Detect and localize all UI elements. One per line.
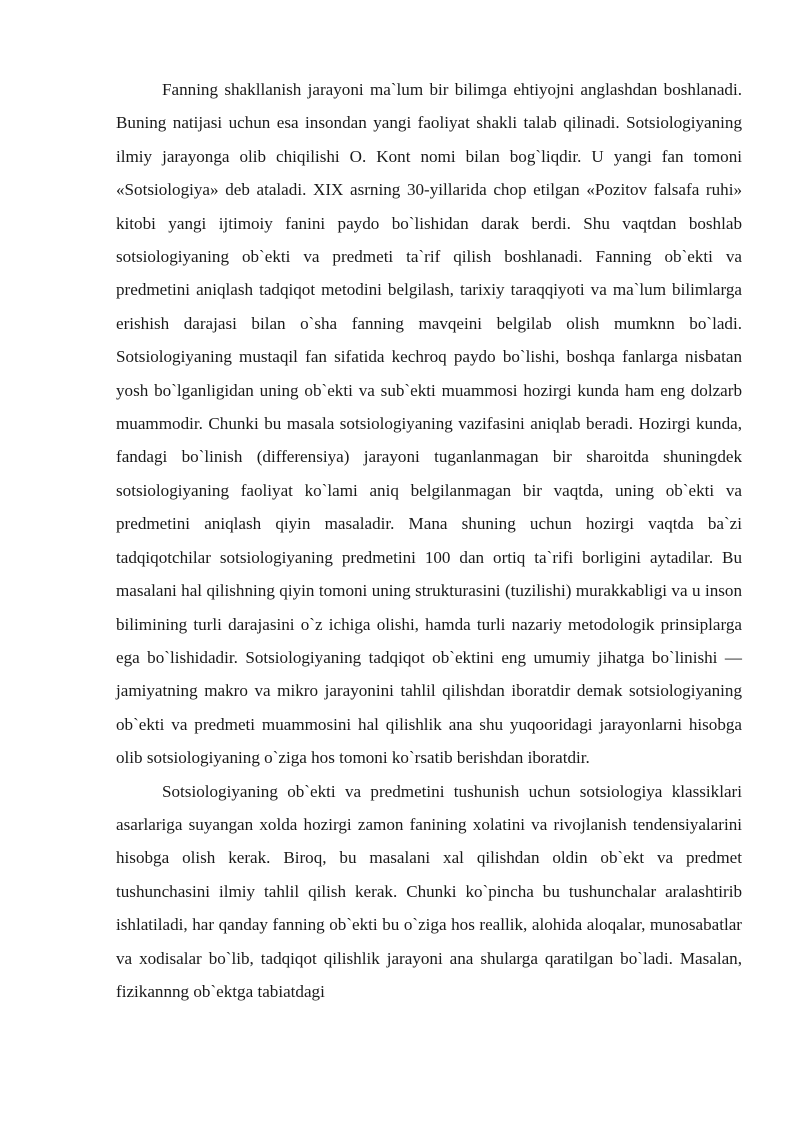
- paragraph-2: Sotsiologiyaning ob`ekti va predmetini tushunish uchun sotsiologiya klassiklari asarlariga suyangan xolda hozirgi zamon fanining xolatini va rivojlanish tendensiyalarini hisobga olish kerak. Biroq, bu masalani xal qilishdan oldin ob`ekt va predmet tushunchasini ilmiy tahlil qilish kerak. Chunki ko`pincha bu tushunchalar aralashtirib ishlatiladi, har qanday fanning ob`ekti bu o`ziga hos reallik, alohida aloqalar, munosabatlar va xodisalar bo`lib, tadqiqot qilishlik jarayoni ana shularga qaratilgan bo`ladi. Masalan, fizikannng ob`ektga tabiatdagi: [116, 781, 742, 1001]
- document-body: [116, 73, 742, 1008]
- paragraph-1: Fanning shakllanish jarayoni ma`lum bir bilimga ehtiyojni anglashdan boshlanadi. Buning natijasi uchun esa insondan yangi faoliyat shakli talab qilinadi. Sotsiologiyaning ilmiy jarayonga olib chiqilishi O. Kont nomi bilan bog`liqdir. U yangi fan tomoni «Sotsiologiya» deb ataladi. XIX asrning 30-yillarida chop etilgan «Pozitov falsafa ruhi» kitobi yangi ijtimoiy fanini paydo bo`lishidan darak berdi. Shu vaqtdan boshlab sotsiologiyaning ob`ekti va predmeti ta`rif qilish boshlanadi. Fanning ob`ekti va predmetini aniqlash tadqiqot metodini belgilash, tarixiy taraqqiyoti va ma`lum bilimlarga erishish darajasi bilan o`sha fanning mavqeini belgilab olish mumknn bo`ladi. Sotsiologiyaning mustaqil fan sifatida kechroq paydo bo`lishi, boshqa fanlarga nisbatan yosh bo`lganligidan uning ob`ekti va sub`ekti muammosi hozirgi kunda ham eng dolzarb muammodir. Chunki bu masala sotsiologiyaning vazifasini aniqlab beradi. Hozirgi kunda, fandagi bo`linish (differensiya) jarayoni tuganlanmagan bir sharoitda shuningdek sotsiologiyaning faoliyat ko`lami aniq belgilanmagan bir vaqtda, uning ob`ekti va predmetini aniqlash qiyin masaladir. Mana shuning uchun hozirgi vaqtda ba`zi tadqiqotchilar sotsiologiyaning predmetini 100 dan ortiq ta`rifi borligini aytadilar. Bu masalani hal qilishning qiyin tomoni uning strukturasini (tuzilishi) murakkabligi va u inson bilimining turli darajasini o`z ichiga olishi, hamda turli nazariy metodologik prinsiplarga ega bo`lishidadir. Sotsiologiyaning tadqiqot ob`ektini eng umumiy jihatga bo`linishi — jamiyatning makro va mikro jarayonini tahlil qilishdan iboratdir demak sotsiologiyaning ob`ekti va predmeti muammosini hal qilishlik ana shu yuqooridagi jarayonlarni hisobga olib sotsiologiyaning o`ziga hos tomoni ko`rsatib berishdan iboratdir.: [116, 80, 742, 768]
